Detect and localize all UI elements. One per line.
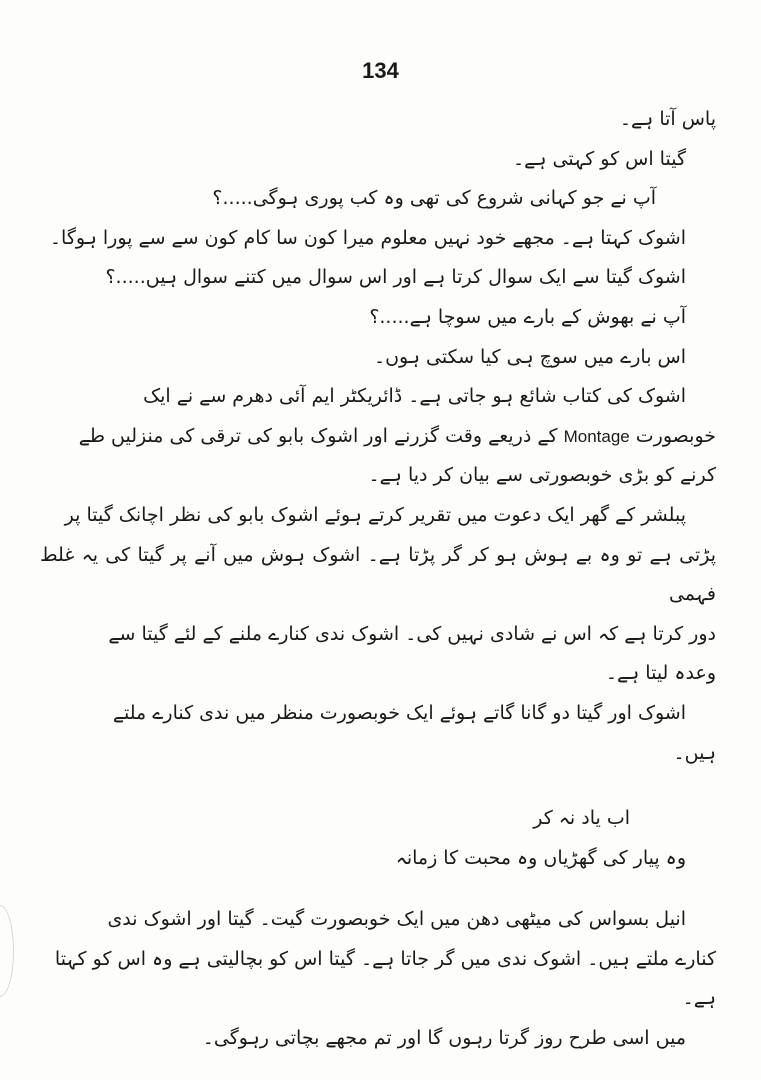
text-line: انیل بسواس کی میٹھی دھن میں ایک خوبصورت گیت۔ گیتا اور اشوک ندی xyxy=(107,908,686,931)
text-line: میں اسی طرح روز گرتا رہوں گا اور تم مجھے بچاتی رہوگی۔ xyxy=(202,1027,686,1050)
page-number: 134 xyxy=(362,58,399,83)
text-line: اشوک کہتا ہے۔ مجھے خود نہیں معلوم میرا کون سا کام کون سے سے پورا ہوگا۔ xyxy=(49,226,686,249)
text-line: پبلشر کے گھر ایک دعوت میں تقریر کرتے ہوئے اشوک بابو کی نظر اچانک گیتا پر xyxy=(64,503,686,526)
text-line: کرنے کو بڑی خوبصورتی سے بیان کر دیا ہے۔ xyxy=(368,464,716,487)
text-line: پڑتی ہے تو وہ بے ہوش ہو کر گر پڑتا ہے۔ اشوک ہوش میں آنے پر گیتا کی یہ غلط فہمی xyxy=(40,543,716,606)
text-line: ہیں۔ xyxy=(673,741,716,764)
text-line: اشوک اور گیتا دو گانا گاتے ہوئے ایک خوبصورت منظر میں ندی کنارے ملتے xyxy=(112,701,686,724)
text-line: وعدہ لیتا ہے۔ xyxy=(605,662,716,685)
text-line: کنارے ملتے ہیں۔ اشوک ندی میں گر جاتا ہے۔ گیتا اس کو بچالیتی ہے وہ اس کو کہتا xyxy=(54,947,716,970)
song-line: وہ پیار کی گھڑیاں وہ محبت کا زمانہ xyxy=(395,846,686,869)
text-line: اشوک گیتا سے ایک سوال کرتا ہے اور اس سوال میں کتنے سوال ہیں.....؟ xyxy=(105,266,686,289)
text-fragment: خوبصورت xyxy=(635,424,716,447)
text-line: آپ نے جو کہانی شروع کی تھی وہ کب پوری ہوگی.....؟ xyxy=(212,187,656,210)
song-line: اب یاد نہ کر xyxy=(533,807,630,830)
text-line: پاس آتا ہے۔ xyxy=(619,108,716,130)
text-line: دور کرتا ہے کہ اس نے شادی نہیں کی۔ اشوک ندی کنارے ملنے کے لئے گیتا سے xyxy=(108,622,716,645)
text-line xyxy=(40,417,720,457)
text-line: اشوک کی کتاب شائع ہو جاتی ہے۔ ڈائریکٹر ایم آئی دھرم سے نے ایک xyxy=(143,385,686,408)
page-edge-shadow xyxy=(0,905,14,997)
text-line: ہے۔ xyxy=(682,987,716,1010)
text-fragment: کے ذریعے وقت گزرنے اور اشوک بابو کی ترقی کی منزلیں طے xyxy=(78,424,558,447)
text-line: آپ نے بھوش کے بارے میں سوچا ہے.....؟ xyxy=(369,305,686,328)
text-line: اس بارے میں سوچ ہی کیا سکتی ہوں۔ xyxy=(373,345,686,368)
montage-term: Montage xyxy=(563,426,630,446)
text-line: گیتا اس کو کہتی ہے۔ xyxy=(513,147,686,170)
page-body xyxy=(40,100,720,1059)
